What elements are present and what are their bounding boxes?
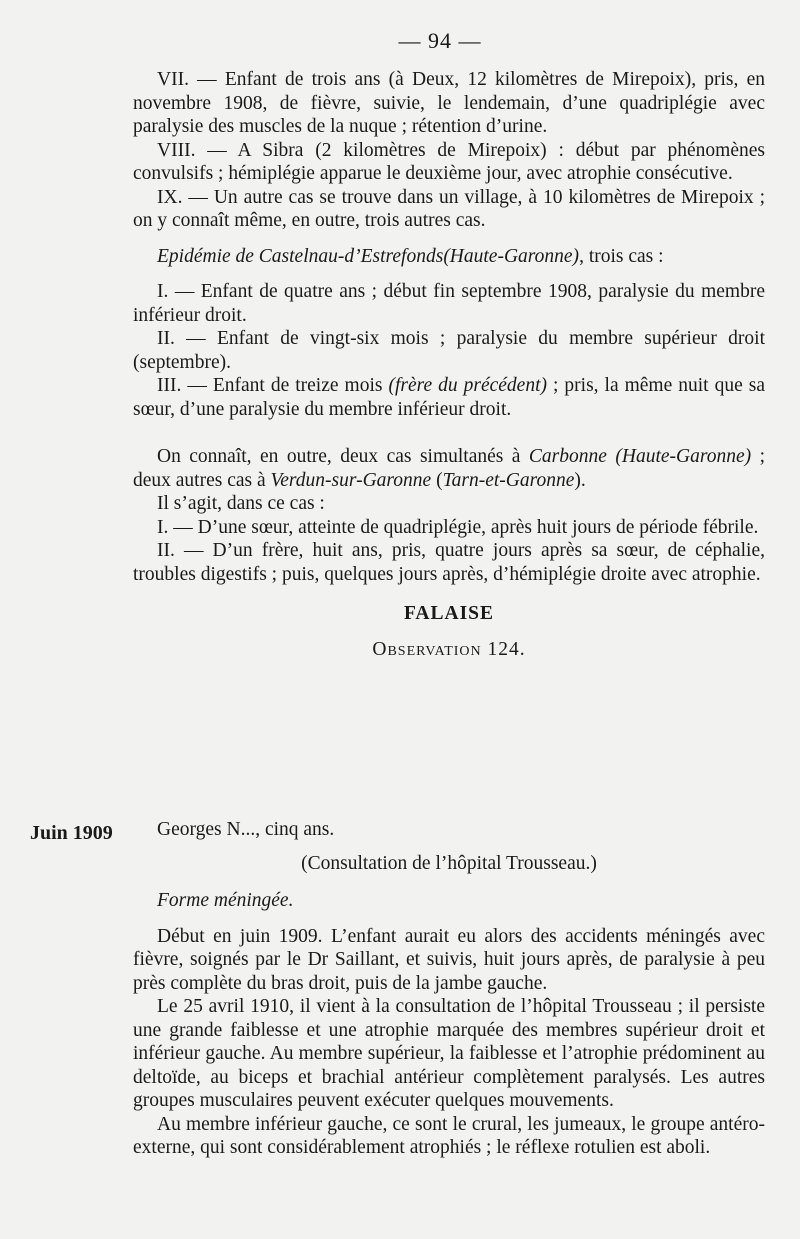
section-heading: FALAISE [403,603,495,624]
sub-case-paragraph: II. — D’un frère, huit ans, pris, quatre jours après sa sœur, de céphalie, troubles digestifs ; puis, quelques jours après, d’hémiplégie droite avec atrophie. [133,540,765,585]
margin-date: Juin 1909 [30,822,113,844]
observation-heading: Observation 124. [372,638,526,660]
sub-case-paragraph: I. — D’une sœur, atteinte de quadriplégie, après huit jours de période fébrile. [157,516,759,538]
consultation-line: (Consultation de l’hôpital Trousseau.) [301,852,597,874]
page-number: — 94 — [398,28,482,53]
observation-paragraph: Début en juin 1909. L’enfant aurait eu alors des accidents méningés avec fièvre, soignés par le Dr Saillant, et suivis, huit jours après, de paralysie à peu près complète du bras droit, puis de la jambe gauche. [133,925,765,994]
case-paragraph: VII. — Enfant de trois ans (à Deux, 12 kilomètres de Mirepoix), pris, en novembre 1908, de fièvre, suivie, le lendemain, d’une quadriplégie avec paralysie des muscles de la nuque ; rétention d’urine. [133,69,765,137]
text-column-bottom [133,818,765,1160]
case-paragraph: VIII. — A Sibra (2 kilomètres de Mirepoix) : début par phénomènes convulsifs ; hémiplégie apparue le deuxième jour, avec atrophie consécutive. [133,139,765,184]
case-paragraph: I. — Enfant de quatre ans ; début fin septembre 1908, paralysie du membre inférieur droit. [133,281,765,326]
text-column-top [133,68,765,661]
case-paragraph: IX. — Un autre cas se trouve dans un village, à 10 kilomètres de Mirepoix ; on y connaît même, en outre, trois autres cas. [133,186,765,231]
sub-intro: Il s’agit, dans ce cas : [157,493,325,514]
patient-line: Georges N..., cinq ans. [157,819,335,840]
case-paragraph: II. — Enfant de vingt-six mois ; paralysie du membre supérieur droit (septembre). [133,328,765,373]
known-cases-paragraph: On connaît, en outre, deux cas simultanés à Carbonne (Haute-Garonne) ; deux autres cas à Verdun-sur-Garonne (Tarn-et-Garonne). [133,446,765,491]
observation-paragraph: Au membre inférieur gauche, ce sont le crural, les jumeaux, le groupe antéro-externe, qui sont considérablement atrophiés ; le réflexe rotulien est aboli. [133,1113,765,1158]
epidemic-heading: Epidémie de Castelnau-d’Estrefonds(Haute-Garonne), trois cas : [157,245,664,267]
form-line: Forme méningée. [157,890,294,911]
case-paragraph: III. — Enfant de treize mois (frère du précédent) ; pris, la même nuit que sa sœur, d’une paralysie du membre inférieur droit. [133,375,765,420]
observation-paragraph: Le 25 avril 1910, il vient à la consultation de l’hôpital Trousseau ; il persiste une grande faiblesse et une atrophie marquée des membres supérieur droit et inférieur gauche. Au membre supérieur, la faiblesse et l’atrophie prédominent au deltoïde, au biceps et brachial antérieur complètement paralysés. Les autres groupes musculaires peuvent exécuter quelques mouvements. [133,996,765,1111]
